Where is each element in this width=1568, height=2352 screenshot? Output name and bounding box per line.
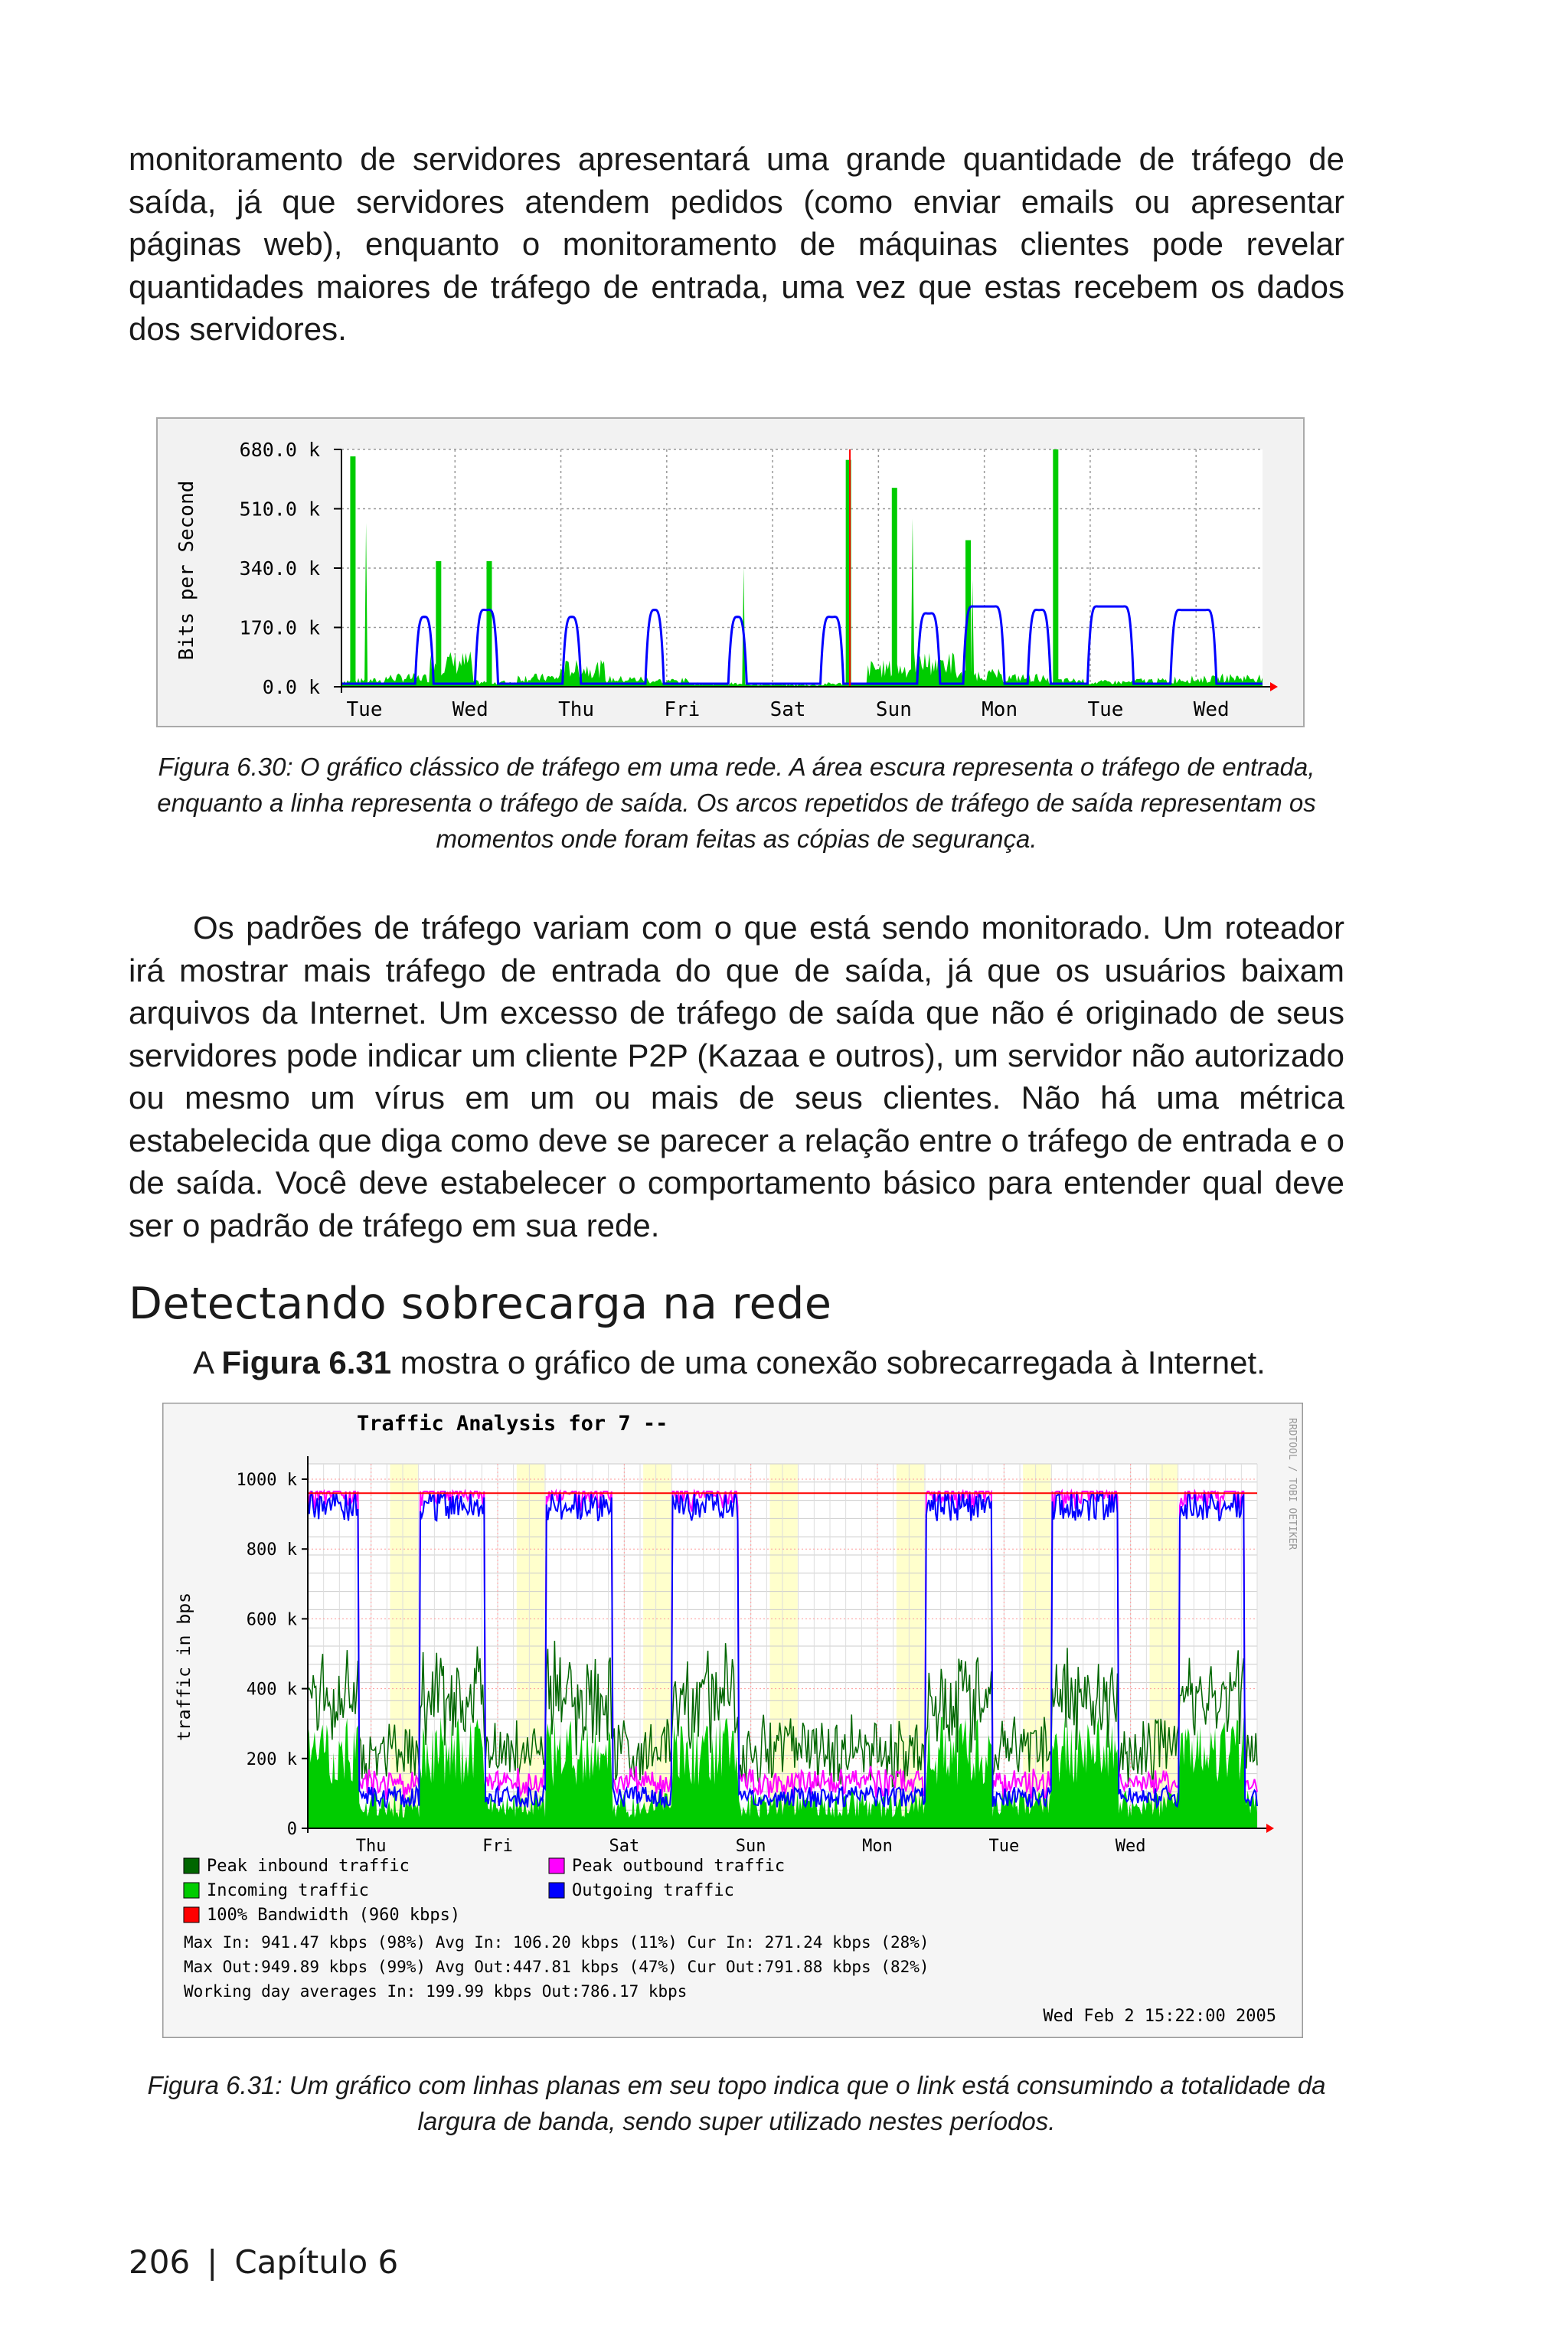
chart1-incoming-spike xyxy=(892,488,897,687)
chart2-legend-swatch xyxy=(549,1858,564,1873)
chart1-ylabel: Bits per Second xyxy=(175,480,198,661)
chart2-legend-swatch xyxy=(184,1883,199,1898)
chart1-xtick-label: Mon xyxy=(982,698,1018,721)
chart1-ytick-label: 510.0 k xyxy=(239,498,320,521)
chapter-label: Capítulo 6 xyxy=(234,2243,399,2281)
paragraph-intro: monitoramento de servidores apresentará uma grande quantidade de tráfego de saída, já que servidores atendem pedidos (como enviar emails ou apresentar páginas web), enquanto o monitoramento de máquinas clientes pode revelar quantidades maiores de tráfego de entrada, uma vez que estas recebem os dados dos servidores. xyxy=(129,141,1344,347)
chart2-legend-label: 100% Bandwidth (960 kbps) xyxy=(207,1906,461,1925)
chart1-incoming-spike xyxy=(486,561,492,687)
chart2-ytick-label: 200 k xyxy=(246,1749,297,1769)
chart2-side-label: RRDTOOL / TOBI OETIKER xyxy=(1286,1418,1298,1550)
footer-separator: | xyxy=(207,2243,218,2281)
chart1-xtick-label: Sun xyxy=(875,698,912,721)
figure-6-30-chart xyxy=(156,417,1305,727)
chart1-ytick-label: 170.0 k xyxy=(239,616,320,639)
chart2-stats-line: Max In: 941.47 kbps (98%) Avg In: 106.20 kbps (11%) Cur In: 271.24 kbps (28%) xyxy=(184,1933,929,1952)
chart2-ylabel: traffic in bps xyxy=(175,1592,194,1741)
chart2-legend-swatch xyxy=(184,1858,199,1873)
chart1-xtick-label: Thu xyxy=(558,698,595,721)
page-footer xyxy=(129,2243,398,2281)
chart2-ytick-label: 400 k xyxy=(246,1680,297,1700)
chart1-incoming-spike xyxy=(436,561,441,687)
chart1-xtick-label: Wed xyxy=(452,698,488,721)
chart2-legend-swatch xyxy=(549,1883,564,1898)
chart2-xtick-label: Sun xyxy=(735,1837,766,1856)
chart2-stats-line: Working day averages In: 199.99 kbps Out:786.17 kbps xyxy=(184,1982,688,2001)
figure-6-31-chart xyxy=(162,1403,1303,2038)
chart2-stats-line: Max Out:949.89 kbps (99%) Avg Out:447.81 kbps (47%) Cur Out:791.88 kbps (82%) xyxy=(184,1958,929,1976)
figure-6-30-caption: Figura 6.30: O gráfico clássico de tráfego em uma rede. A área escura representa o tráfego de entrada, enquanto a linha representa o tráfego de saída. Os arcos repetidos de tráfego de saída representam os momentos onde foram feitas as cópias de segurança. xyxy=(157,753,1316,853)
chart1-xtick-label: Wed xyxy=(1193,698,1230,721)
chart1-xtick-label: Sat xyxy=(769,698,806,721)
chart1-ytick-label: 340.0 k xyxy=(239,557,320,580)
chart1-ytick-label: 680.0 k xyxy=(239,439,320,461)
chart1-xtick-label: Tue xyxy=(1087,698,1124,721)
chart2-legend-label: Outgoing traffic xyxy=(572,1881,734,1900)
chart2-title: Traffic Analysis for 7 -- xyxy=(357,1412,668,1436)
intro-post: mostra o gráfico de uma conexão sobrecarregada à Internet. xyxy=(391,1344,1266,1380)
chart2-ytick-label: 0 xyxy=(286,1820,297,1839)
chart1-incoming-spike xyxy=(1053,449,1058,687)
chart2-xtick-label: Thu xyxy=(355,1837,387,1856)
chart1-xtick-label: Fri xyxy=(664,698,701,721)
chart1-incoming-spike xyxy=(350,456,355,687)
chart2-legend-label: Incoming traffic xyxy=(207,1881,369,1900)
chart2-legend-swatch xyxy=(184,1907,199,1922)
section-heading: Detectando sobrecarga na rede xyxy=(129,1279,832,1329)
chart2-legend-label: Peak outbound traffic xyxy=(572,1857,786,1876)
chart2-xtick-label: Tue xyxy=(988,1837,1020,1856)
page-number: 206 xyxy=(129,2243,191,2281)
intro-pre: A xyxy=(193,1344,222,1380)
chart2-xtick-label: Sat xyxy=(609,1837,640,1856)
chart2-timestamp: Wed Feb 2 15:22:00 2005 xyxy=(1043,2007,1276,2026)
chart2-legend-label: Peak inbound traffic xyxy=(207,1857,410,1876)
figure-intro-sentence xyxy=(193,1341,1266,1383)
chart2-xtick-label: Fri xyxy=(482,1837,513,1856)
chart1-xtick-label: Tue xyxy=(346,698,383,721)
chart2-ytick-label: 600 k xyxy=(246,1610,297,1630)
chart2-xtick-label: Mon xyxy=(862,1837,893,1856)
chart1-ytick-label: 0.0 k xyxy=(262,676,320,698)
intro-figure-ref: Figura 6.31 xyxy=(221,1344,392,1380)
chart2-xtick-label: Wed xyxy=(1115,1837,1146,1856)
figure-6-31-caption: Figura 6.31: Um gráfico com linhas planas em seu topo indica que o link está consumindo a totalidade da largura de banda, sendo super utilizado nestes períodos. xyxy=(147,2071,1326,2135)
chart2-ytick-label: 1000 k xyxy=(236,1471,297,1490)
chart2-ytick-label: 800 k xyxy=(246,1540,297,1560)
paragraph-traffic-patterns: Os padrões de tráfego variam com o que está sendo monitorado. Um roteador irá mostrar mais tráfego de entrada do que de saída, já que os usuários baixam arquivos da Internet. Um excesso de tráfego de saída que não é originado de seus servidores pode indicar um cliente P2P (Kazaa e outros), um servidor não autorizado ou mesmo um vírus em um ou mais de seus clientes. Não há uma métrica estabelecida que diga como deve se parecer a relação entre o tráfego de entrada e o de saída. Você deve estabelecer o comportamento básico para entender qual deve ser o padrão de tráfego em sua rede. xyxy=(129,910,1344,1243)
